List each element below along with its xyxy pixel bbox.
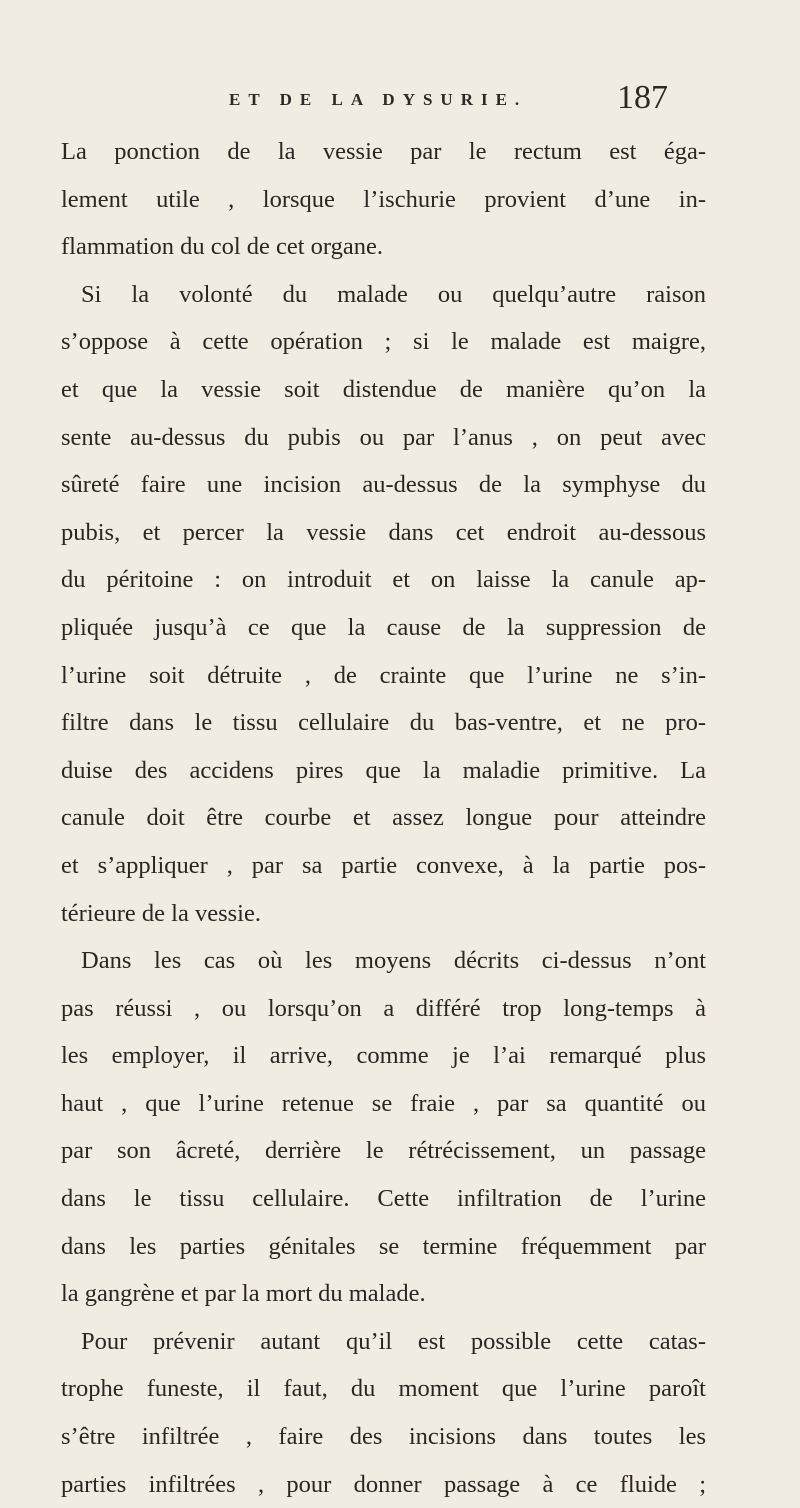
text-line: s’oppose à cette opération ; si le malade est maigre, xyxy=(61,328,706,356)
text-line: et s’appliquer , par sa partie convexe, à la partie pos- xyxy=(61,851,706,879)
text-line: lement utile , lorsque l’ischurie provient d’une in- xyxy=(61,185,706,213)
text-line: La ponction de la vessie par le rectum est éga- xyxy=(61,138,706,165)
text-line: filtre dans le tissu cellulaire du bas-ventre, et ne pro- xyxy=(61,709,706,737)
text-line: les employer, il arrive, comme je l’ai remarqué plus xyxy=(61,1042,706,1070)
text-line: Dans les cas où les moyens décrits ci-dessus n’ont xyxy=(81,947,706,975)
body-text xyxy=(61,128,706,1508)
text-line: térieure de la vessie. xyxy=(61,899,261,927)
text-line: Pour prévenir autant qu’il est possible cette catas- xyxy=(81,1327,706,1355)
text-line: dans les parties génitales se termine fréquemment par xyxy=(61,1232,706,1260)
running-head xyxy=(0,0,800,116)
page-number: 187 xyxy=(617,79,668,116)
text-line: duise des accidens pires que la maladie primitive. La xyxy=(61,756,706,784)
text-line: l’urine soit détruite , de crainte que l’urine ne s’in- xyxy=(61,661,706,689)
running-title: ET DE LA DYSURIE. xyxy=(229,90,528,109)
text-line: pliquée jusqu’à ce que la cause de la suppression de xyxy=(61,613,706,641)
text-line: par son âcreté, derrière le rétrécissement, un passage xyxy=(61,1137,706,1165)
text-line: trophe funeste, il faut, du moment que l’urine paroît xyxy=(61,1375,706,1403)
text-line: dans le tissu cellulaire. Cette infiltration de l’urine xyxy=(61,1185,706,1213)
text-line: sûreté faire une incision au-dessus de la symphyse du xyxy=(61,471,706,499)
text-line: sente au-dessus du pubis ou par l’anus , on peut avec xyxy=(61,423,706,451)
text-line: et que la vessie soit distendue de manière qu’on la xyxy=(61,375,706,403)
text-line: haut , que l’urine retenue se fraie , par sa quantité ou xyxy=(61,1089,706,1117)
text-line: canule doit être courbe et assez longue pour atteindre xyxy=(61,804,706,832)
text-line: la gangrène et par la mort du malade. xyxy=(61,1280,426,1308)
text-line: pas réussi , ou lorsqu’on a différé trop long-temps à xyxy=(61,994,706,1022)
text-line: du péritoine : on introduit et on laisse la canule ap- xyxy=(61,566,706,594)
text-line: flammation du col de cet organe. xyxy=(61,233,384,261)
text-line: pubis, et percer la vessie dans cet endroit au-dessous xyxy=(61,518,706,546)
text-line: parties infiltrées , pour donner passage à ce fluide ; xyxy=(61,1470,706,1498)
text-line: Si la volonté du malade ou quelqu’autre raison xyxy=(81,280,706,308)
text-line: s’être infiltrée , faire des incisions dans toutes les xyxy=(61,1423,706,1451)
